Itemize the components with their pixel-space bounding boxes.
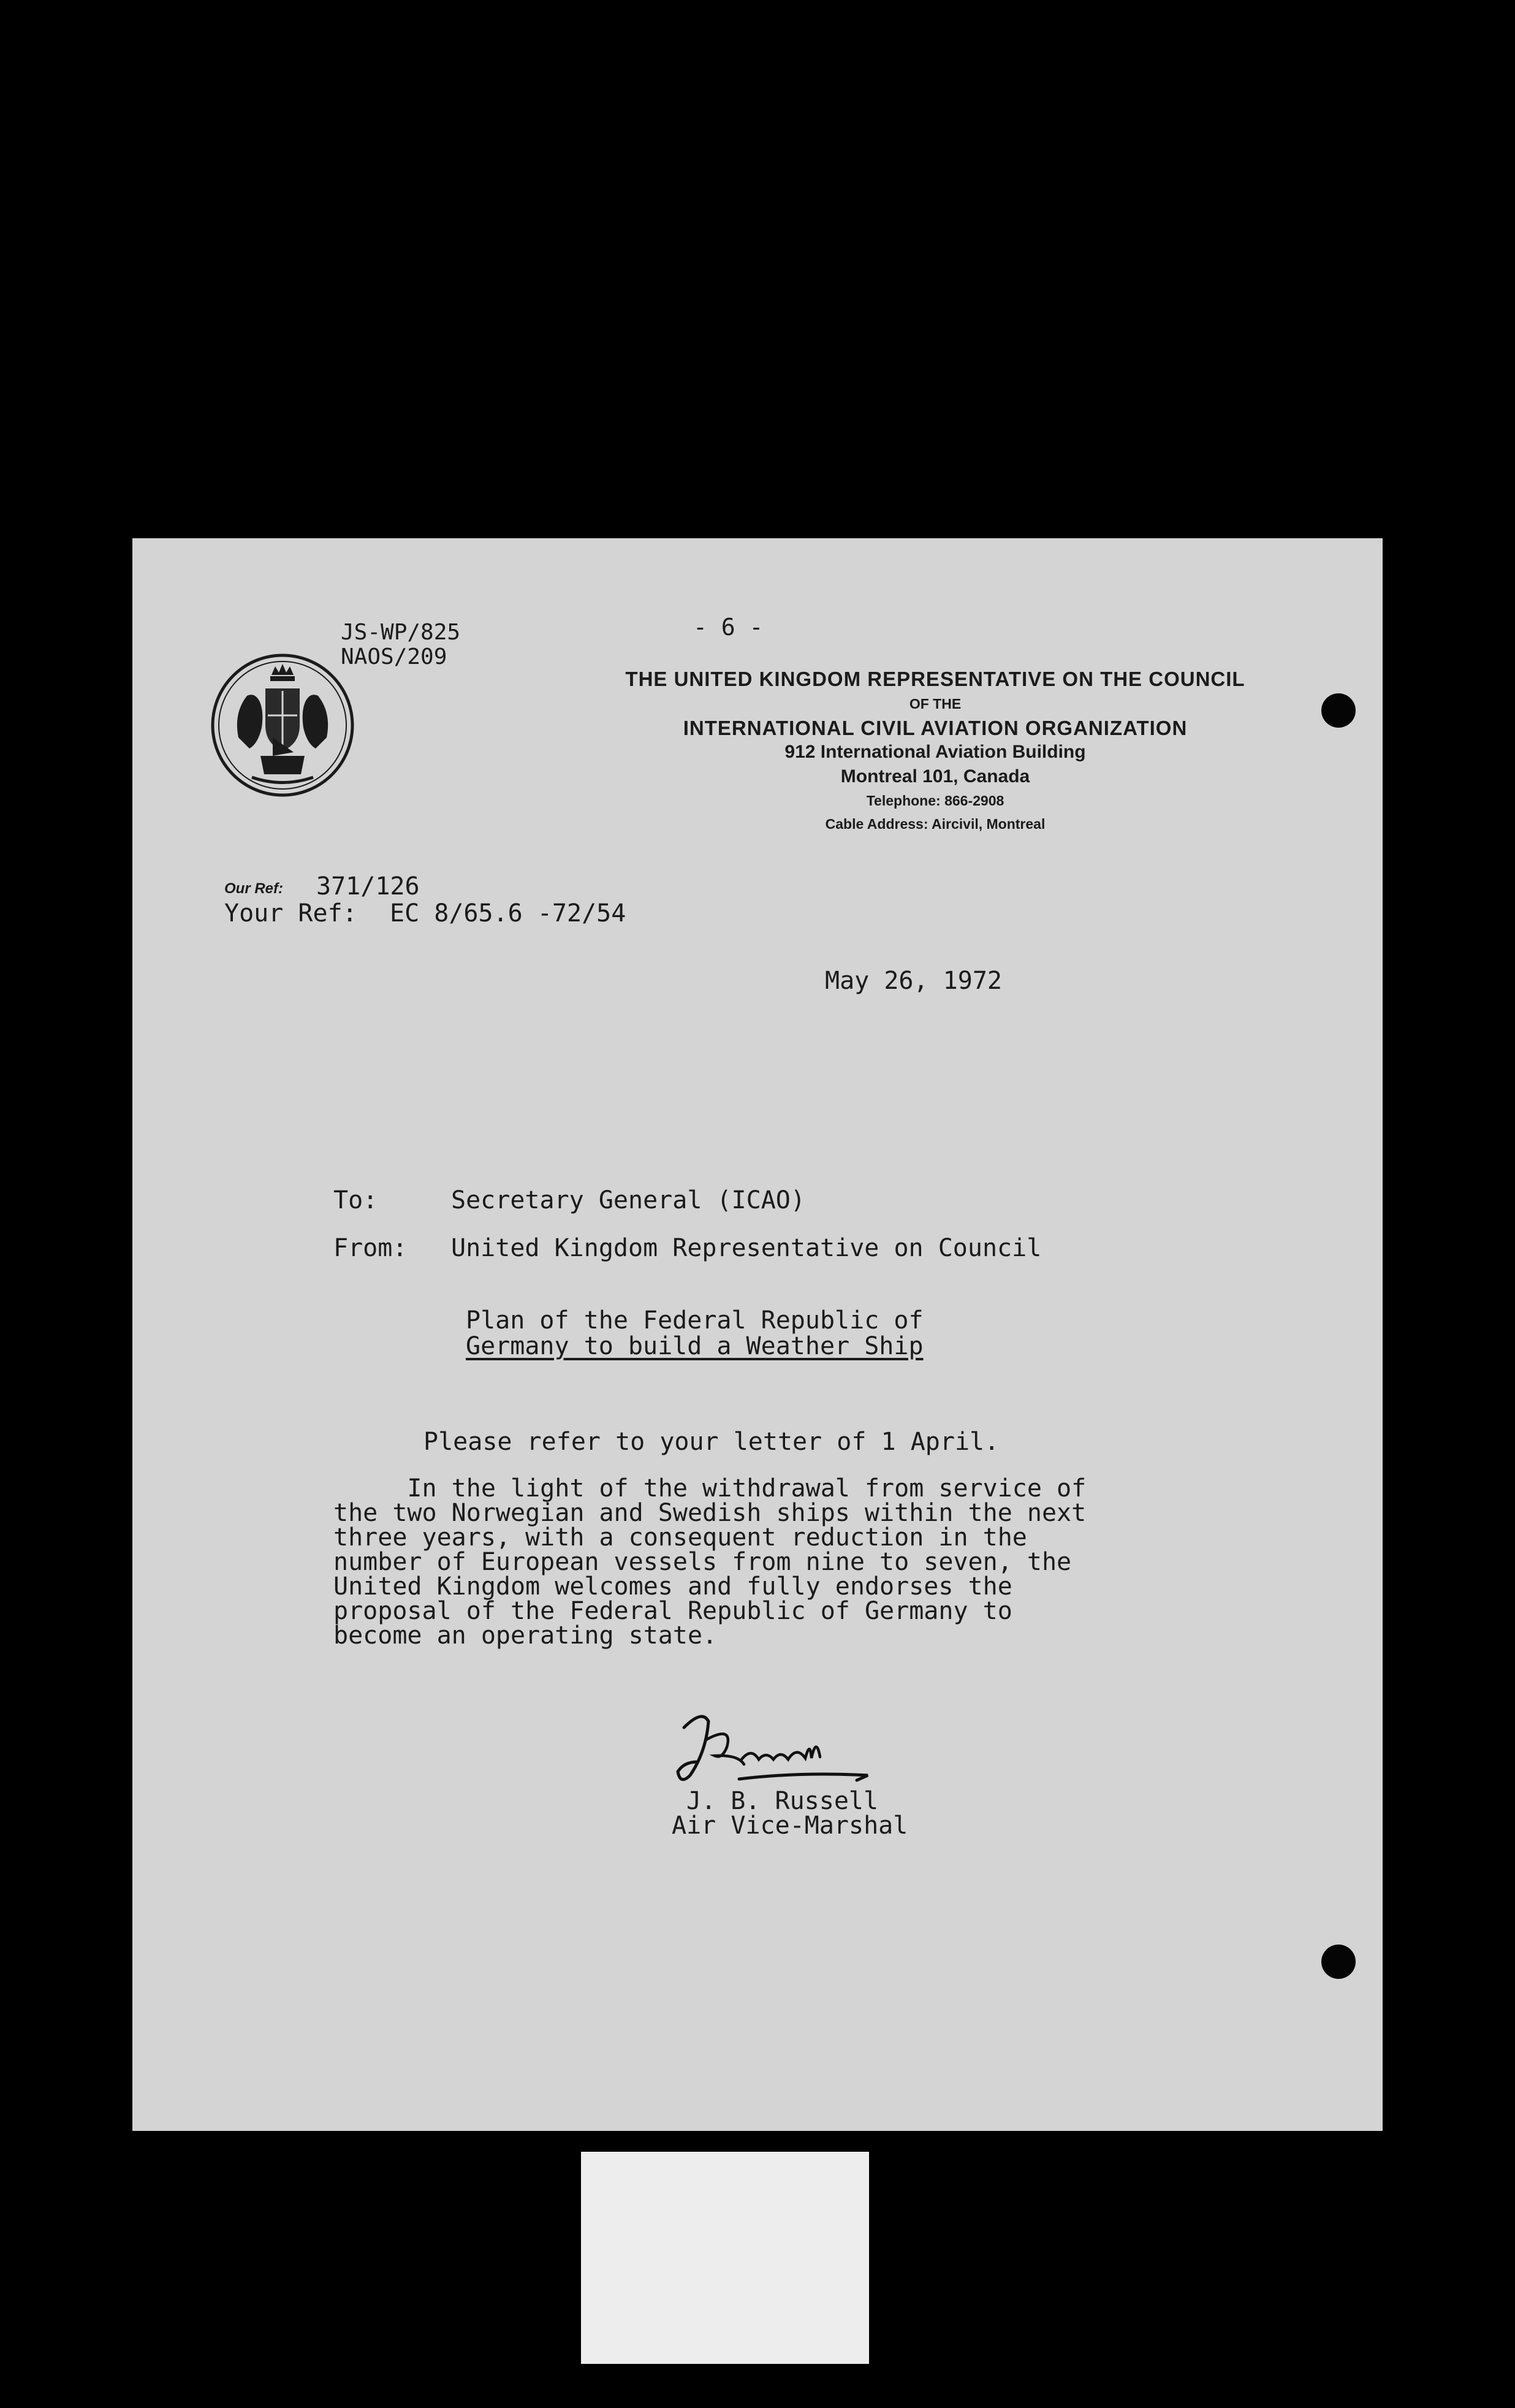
your-ref-value: EC 8/65.6 -72/54	[390, 899, 626, 928]
subject-line1: Plan of the Federal Republic of	[466, 1306, 924, 1335]
body-line-5: United Kingdom welcomes and fully endorses the	[333, 1572, 1012, 1601]
to-label: To:	[333, 1186, 378, 1214]
from-value: United Kingdom Representative on Council	[451, 1234, 1042, 1262]
body-line-3: three years, with a consequent reduction in the	[333, 1523, 1027, 1552]
punch-hole-top	[1321, 693, 1356, 728]
letterhead-address1: 912 International Aviation Building	[784, 742, 1086, 762]
page-number: - 6 -	[693, 614, 764, 641]
index-card	[581, 2152, 869, 2364]
from-label: From:	[333, 1234, 408, 1262]
our-ref-label: Our Ref:	[224, 880, 283, 897]
body-paragraph-1: Please refer to your letter of 1 April.	[423, 1428, 1000, 1456]
ref-code-1: JS-WP/825	[341, 620, 461, 645]
letter-page	[132, 538, 1383, 2131]
letterhead-telephone: Telephone: 866-2908	[866, 793, 1004, 809]
subject-line2: Germany to build a Weather Ship	[466, 1332, 924, 1360]
body-line-1: In the light of the withdrawal from service of	[333, 1474, 1087, 1503]
signatory-title: Air Vice-Marshal	[672, 1812, 908, 1840]
letterhead-line3: INTERNATIONAL CIVIL AVIATION ORGANIZATION	[683, 717, 1188, 739]
to-value: Secretary General (ICAO)	[451, 1186, 805, 1214]
ref-code-2: NAOS/209	[341, 644, 447, 669]
body-line-4: number of European vessels from nine to seven, the	[333, 1548, 1072, 1576]
handwritten-signature	[666, 1703, 886, 1795]
signatory-name: J. B. Russell	[686, 1787, 879, 1815]
our-ref-value: 371/126	[316, 872, 420, 901]
body-line-2: the two Norwegian and Swedish ships within the next	[333, 1499, 1087, 1527]
body-line-6: proposal of the Federal Republic of Germany to	[333, 1597, 1012, 1625]
letter-date: May 26, 1972	[825, 967, 1002, 995]
coat-of-arms-icon	[209, 652, 356, 799]
punch-hole-bottom	[1321, 1945, 1356, 1979]
letterhead-line2: OF THE	[909, 696, 962, 712]
letterhead-cable: Cable Address: Aircivil, Montreal	[825, 816, 1046, 832]
body-line-7: become an operating state.	[333, 1621, 718, 1650]
your-ref-label: Your Ref:	[224, 899, 357, 928]
letterhead-address2: Montreal 101, Canada	[840, 766, 1030, 787]
letterhead-line1: THE UNITED KINGDOM REPRESENTATIVE ON THE COUNCIL	[625, 668, 1245, 690]
